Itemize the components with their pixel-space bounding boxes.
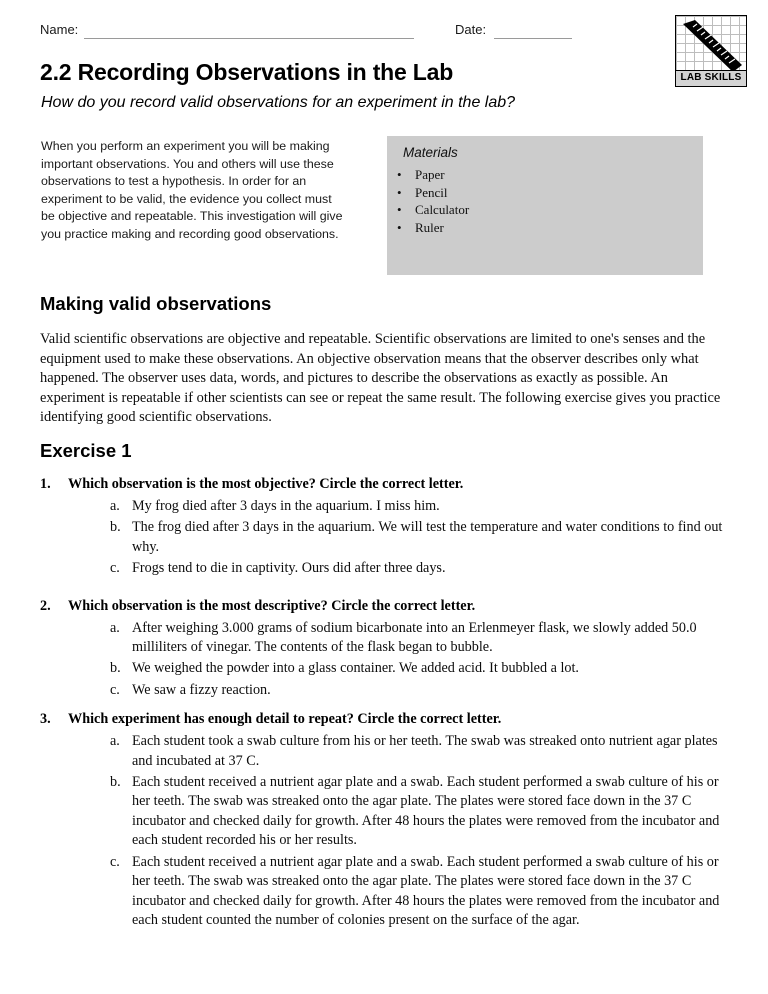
option-text: After weighing 3.000 grams of sodium bicarbonate into an Erlenmeyer flask, we slowly added 50.0 milliliters of vinegar. The contents of the flask began to bubble. (132, 619, 697, 656)
option-letter: b. (110, 519, 121, 536)
section-heading-exercise-1: Exercise 1 (40, 440, 132, 461)
question-number: 3. (40, 711, 51, 728)
bullet-icon: • (397, 202, 402, 218)
name-field-group (40, 22, 414, 39)
option-a[interactable] (40, 732, 732, 771)
question-3-options (40, 732, 732, 930)
question-prompt: Which observation is the most descriptive? Circle the correct letter. (68, 597, 476, 614)
list-item (393, 219, 469, 237)
materials-box (387, 136, 703, 275)
page-subtitle: How do you record valid observations for an experiment in the lab? (41, 94, 516, 111)
option-text: The frog died after 3 days in the aquarium. We will test the temperature and water conditions to find out why. (132, 519, 723, 555)
option-letter: c. (110, 681, 120, 698)
material-label: Ruler (415, 219, 444, 235)
date-field-group (455, 22, 572, 39)
question-number: 1. (40, 476, 51, 492)
date-input[interactable] (494, 22, 572, 39)
list-item (393, 184, 469, 202)
option-letter: b. (110, 774, 121, 791)
making-valid-observations-paragraph: Valid scientific observations are objective and repeatable. Scientific observations are limited to one's senses and the equipment used to make these observations. An objective observation means that the observer describes only what happened. The observer uses data, words, and pictures to describe the observations as exactly as possible. An experiment is repeatable if other scientists can see or repeat the same result. The following exercise gives you practice identifying good scientific observations. (40, 331, 721, 426)
section-heading-making-valid-observations: Making valid observations (40, 293, 272, 314)
option-text: Each student received a nutrient agar plate and a swab. Each student performed a swab culture of his or her teeth. The swab was streaked onto the agar plate. The plates were stored face down in the 37 C incubator and checked daily for growth. After 48 hours the plates were removed from the incubator and each student recorded his or her results. (132, 774, 720, 849)
option-letter: a. (110, 733, 120, 750)
option-text: Each student took a swab culture from his or her teeth. The swab was streaked onto nutrient agar plates and incubated at 37 C. (132, 733, 718, 769)
question-prompt-row (40, 597, 732, 616)
exercise-questions (40, 475, 732, 940)
bullet-icon: • (397, 219, 402, 235)
option-b[interactable] (40, 659, 732, 678)
option-letter: c. (110, 560, 120, 577)
lab-skills-badge (675, 15, 747, 87)
question-1-options (40, 497, 732, 579)
option-text: Frogs tend to die in captivity. Ours did after three days. (132, 560, 446, 577)
question-3 (40, 710, 732, 930)
lab-skills-caption: LAB SKILLS (675, 70, 747, 87)
option-a[interactable] (40, 497, 732, 516)
question-prompt-row (40, 710, 732, 729)
option-text: My frog died after 3 days in the aquarium. I miss him. (132, 498, 440, 514)
option-letter: a. (110, 498, 120, 514)
material-label: Pencil (415, 184, 448, 200)
question-prompt: Which experiment has enough detail to repeat? Circle the correct letter. (68, 711, 502, 728)
question-2 (40, 597, 732, 701)
intro-paragraph: When you perform an experiment you will be making important observations. You and others will use these observations to test a hypothesis. In order for an experiment to be valid, the evidence you collect must be objective and repeatable. This investigation will give you practice making and recording good observations. (41, 139, 343, 241)
question-prompt: Which observation is the most objective? Circle the correct letter. (68, 476, 464, 492)
option-c[interactable] (40, 681, 732, 700)
option-b[interactable] (40, 518, 732, 557)
option-c[interactable] (40, 559, 732, 578)
name-label: Name: (40, 22, 79, 37)
list-item (393, 201, 469, 219)
option-a[interactable] (40, 619, 732, 658)
header-fields (40, 22, 728, 58)
option-text: We weighed the powder into a glass container. We added acid. It bubbled a lot. (132, 660, 579, 677)
page-title: 2.2 Recording Observations in the Lab (40, 59, 454, 85)
bullet-icon: • (397, 167, 402, 182)
question-2-options (40, 619, 732, 701)
option-text: Each student received a nutrient agar plate and a swab. Each student performed a swab culture of his or her teeth. The swab was streaked onto the agar plate. The plates were stored face down in the 37 C incubator and checked daily for growth. After 48 hours the plates were removed from the incubator and each student counted the number of colonies present on the surface of the agar. (132, 853, 720, 928)
option-c[interactable] (40, 853, 732, 931)
option-letter: c. (110, 853, 120, 870)
name-input[interactable] (84, 22, 414, 39)
list-item (393, 166, 469, 184)
material-label: Paper (415, 167, 445, 182)
question-number: 2. (40, 597, 51, 614)
materials-heading: Materials (403, 145, 458, 160)
materials-list (393, 166, 469, 236)
date-label: Date: (455, 22, 487, 37)
material-label: Calculator (415, 202, 470, 218)
ruler-on-grid-icon (678, 18, 747, 74)
option-text: We saw a fizzy reaction. (132, 681, 271, 698)
option-letter: b. (110, 660, 121, 677)
option-b[interactable] (40, 773, 732, 851)
question-prompt-row (40, 475, 732, 494)
option-letter: a. (110, 619, 120, 636)
bullet-icon: • (397, 184, 402, 200)
question-1 (40, 475, 732, 579)
